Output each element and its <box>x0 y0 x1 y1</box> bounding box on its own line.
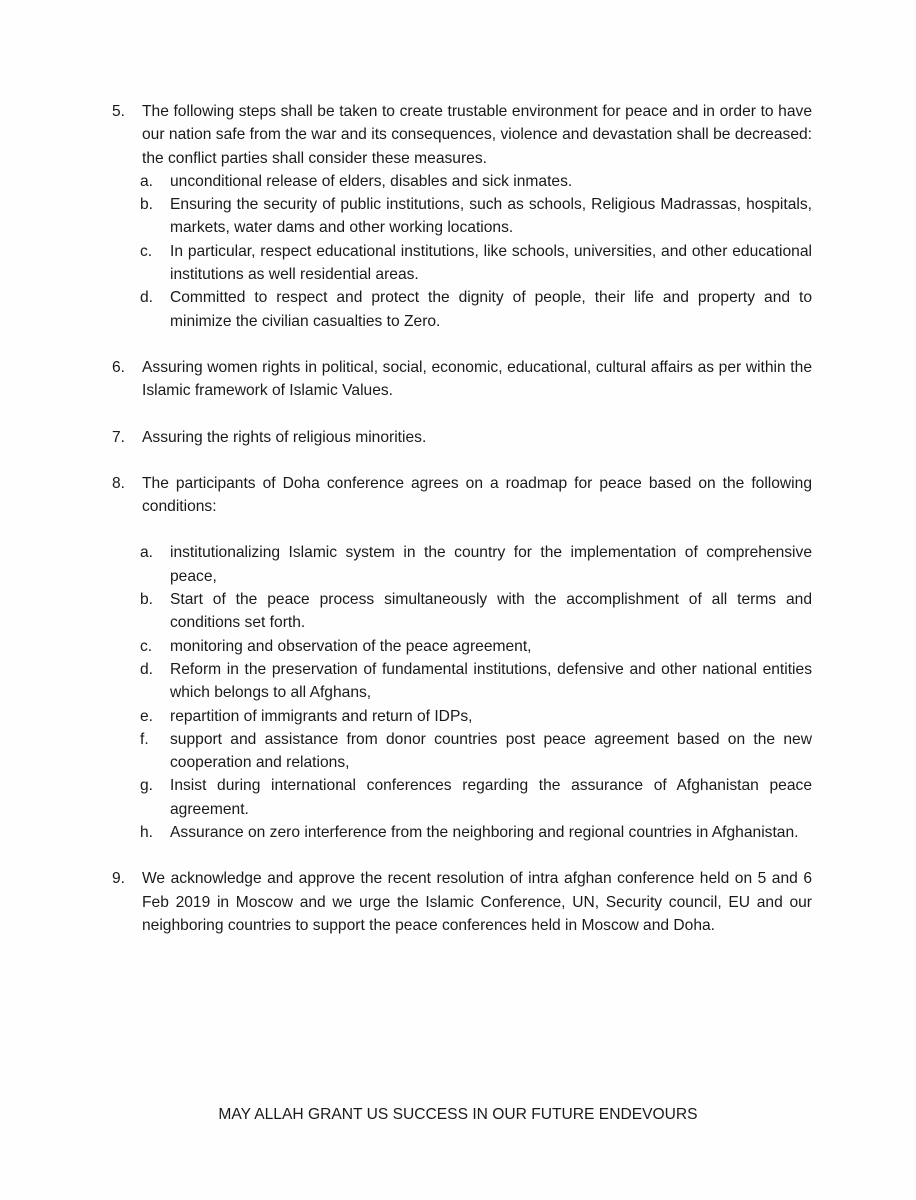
sub-item-letter: b. <box>140 591 154 609</box>
spacer <box>112 333 812 356</box>
spacer <box>112 518 812 541</box>
sub-item-letter: g. <box>140 777 154 795</box>
sub-item-text: support and assistance from donor countries post peace agreement based on the new cooperation and relations, <box>170 730 812 772</box>
sub-item-text: Reform in the preservation of fundamental institutions, defensive and other national entities which belongs to all Afghans, <box>170 660 812 702</box>
closing-statement: MAY ALLAH GRANT US SUCCESS IN OUR FUTURE ENDEVOURS <box>218 1106 698 1123</box>
sub-item-text: Start of the peace process simultaneously with the accomplishment of all terms and conditions set forth. <box>170 591 812 632</box>
list-item-8 <box>112 472 812 519</box>
sub-item-text: Committed to respect and protect the dignity of people, their life and property and to minimize the civilian casualties to Zero. <box>170 289 812 330</box>
item-number: 5. <box>112 103 126 120</box>
sub-item-letter: c. <box>140 637 153 655</box>
list-item-7 <box>112 426 812 449</box>
item-number: 9. <box>112 870 126 888</box>
sublist-5 <box>112 170 812 333</box>
spacer <box>112 403 812 426</box>
item-text: The following steps shall be taken to create trustable environment for peace and in order to have our nation safe from the war and its consequences, violence and devastation shall be decreased: the conflict parties shall consider these measures. <box>142 103 812 167</box>
sub-item-8b <box>112 588 812 635</box>
sub-item-5c <box>112 240 812 287</box>
item-text: The participants of Doha conference agrees on a roadmap for peace based on the following conditions: <box>142 474 812 516</box>
item-number: 6. <box>112 358 126 376</box>
sub-item-letter: c. <box>140 242 153 260</box>
sub-item-8g <box>112 774 812 821</box>
sub-item-letter: b. <box>140 196 154 214</box>
sub-item-text: institutionalizing Islamic system in the country for the implementation of comprehensive peace, <box>170 544 812 585</box>
sub-item-letter: h. <box>140 824 154 842</box>
sub-item-letter: a. <box>140 172 154 190</box>
sub-item-8a <box>112 541 812 588</box>
sub-item-text: unconditional release of elders, disables and sick inmates. <box>170 172 573 190</box>
sublist-8 <box>112 541 812 844</box>
sub-item-8e <box>112 705 812 728</box>
sub-item-letter: f. <box>140 730 149 748</box>
list-item-6 <box>112 356 812 403</box>
sub-item-8d <box>112 658 812 705</box>
spacer <box>112 449 812 472</box>
sub-item-8c <box>112 635 812 658</box>
sub-item-text: Assurance on zero interference from the neighboring and regional countries in Afghanistan. <box>170 824 799 842</box>
sub-item-text: Ensuring the security of public institutions, such as schools, Religious Madrassas, hospitals, markets, water dams and other working locations. <box>170 196 812 237</box>
sub-item-text: monitoring and observation of the peace agreement, <box>170 637 532 655</box>
item-text: We acknowledge and approve the recent resolution of intra afghan conference held on 5 and 6 Feb 2019 in Moscow and we urge the Islamic Conference, UN, Security council, EU and our neighboring countries to support the peace conferences held in Moscow and Doha. <box>142 870 812 934</box>
list-item-5 <box>112 100 812 170</box>
sub-item-5b <box>112 193 812 240</box>
sub-item-letter: e. <box>140 707 154 725</box>
sub-item-text: In particular, respect educational institutions, like schools, universities, and other educational institutions as well residential areas. <box>170 242 812 284</box>
sub-item-8f <box>112 728 812 775</box>
item-text: Assuring women rights in political, social, economic, educational, cultural affairs as per within the Islamic framework of Islamic Values. <box>142 358 812 400</box>
document-body <box>112 100 812 937</box>
sub-item-text: Insist during international conferences regarding the assurance of Afghanistan peace agreement. <box>170 777 812 818</box>
sub-item-letter: a. <box>140 544 154 562</box>
sub-item-letter: d. <box>140 660 154 678</box>
sub-item-5a <box>112 170 812 193</box>
item-text: Assuring the rights of religious minorities. <box>142 428 427 446</box>
spacer <box>112 844 812 867</box>
sub-item-text: repartition of immigrants and return of IDPs, <box>170 707 473 725</box>
sub-item-letter: d. <box>140 289 154 307</box>
sub-item-8h <box>112 821 812 844</box>
item-number: 8. <box>112 474 126 492</box>
item-number: 7. <box>112 428 126 446</box>
sub-item-5d <box>112 286 812 333</box>
list-item-9 <box>112 867 812 937</box>
